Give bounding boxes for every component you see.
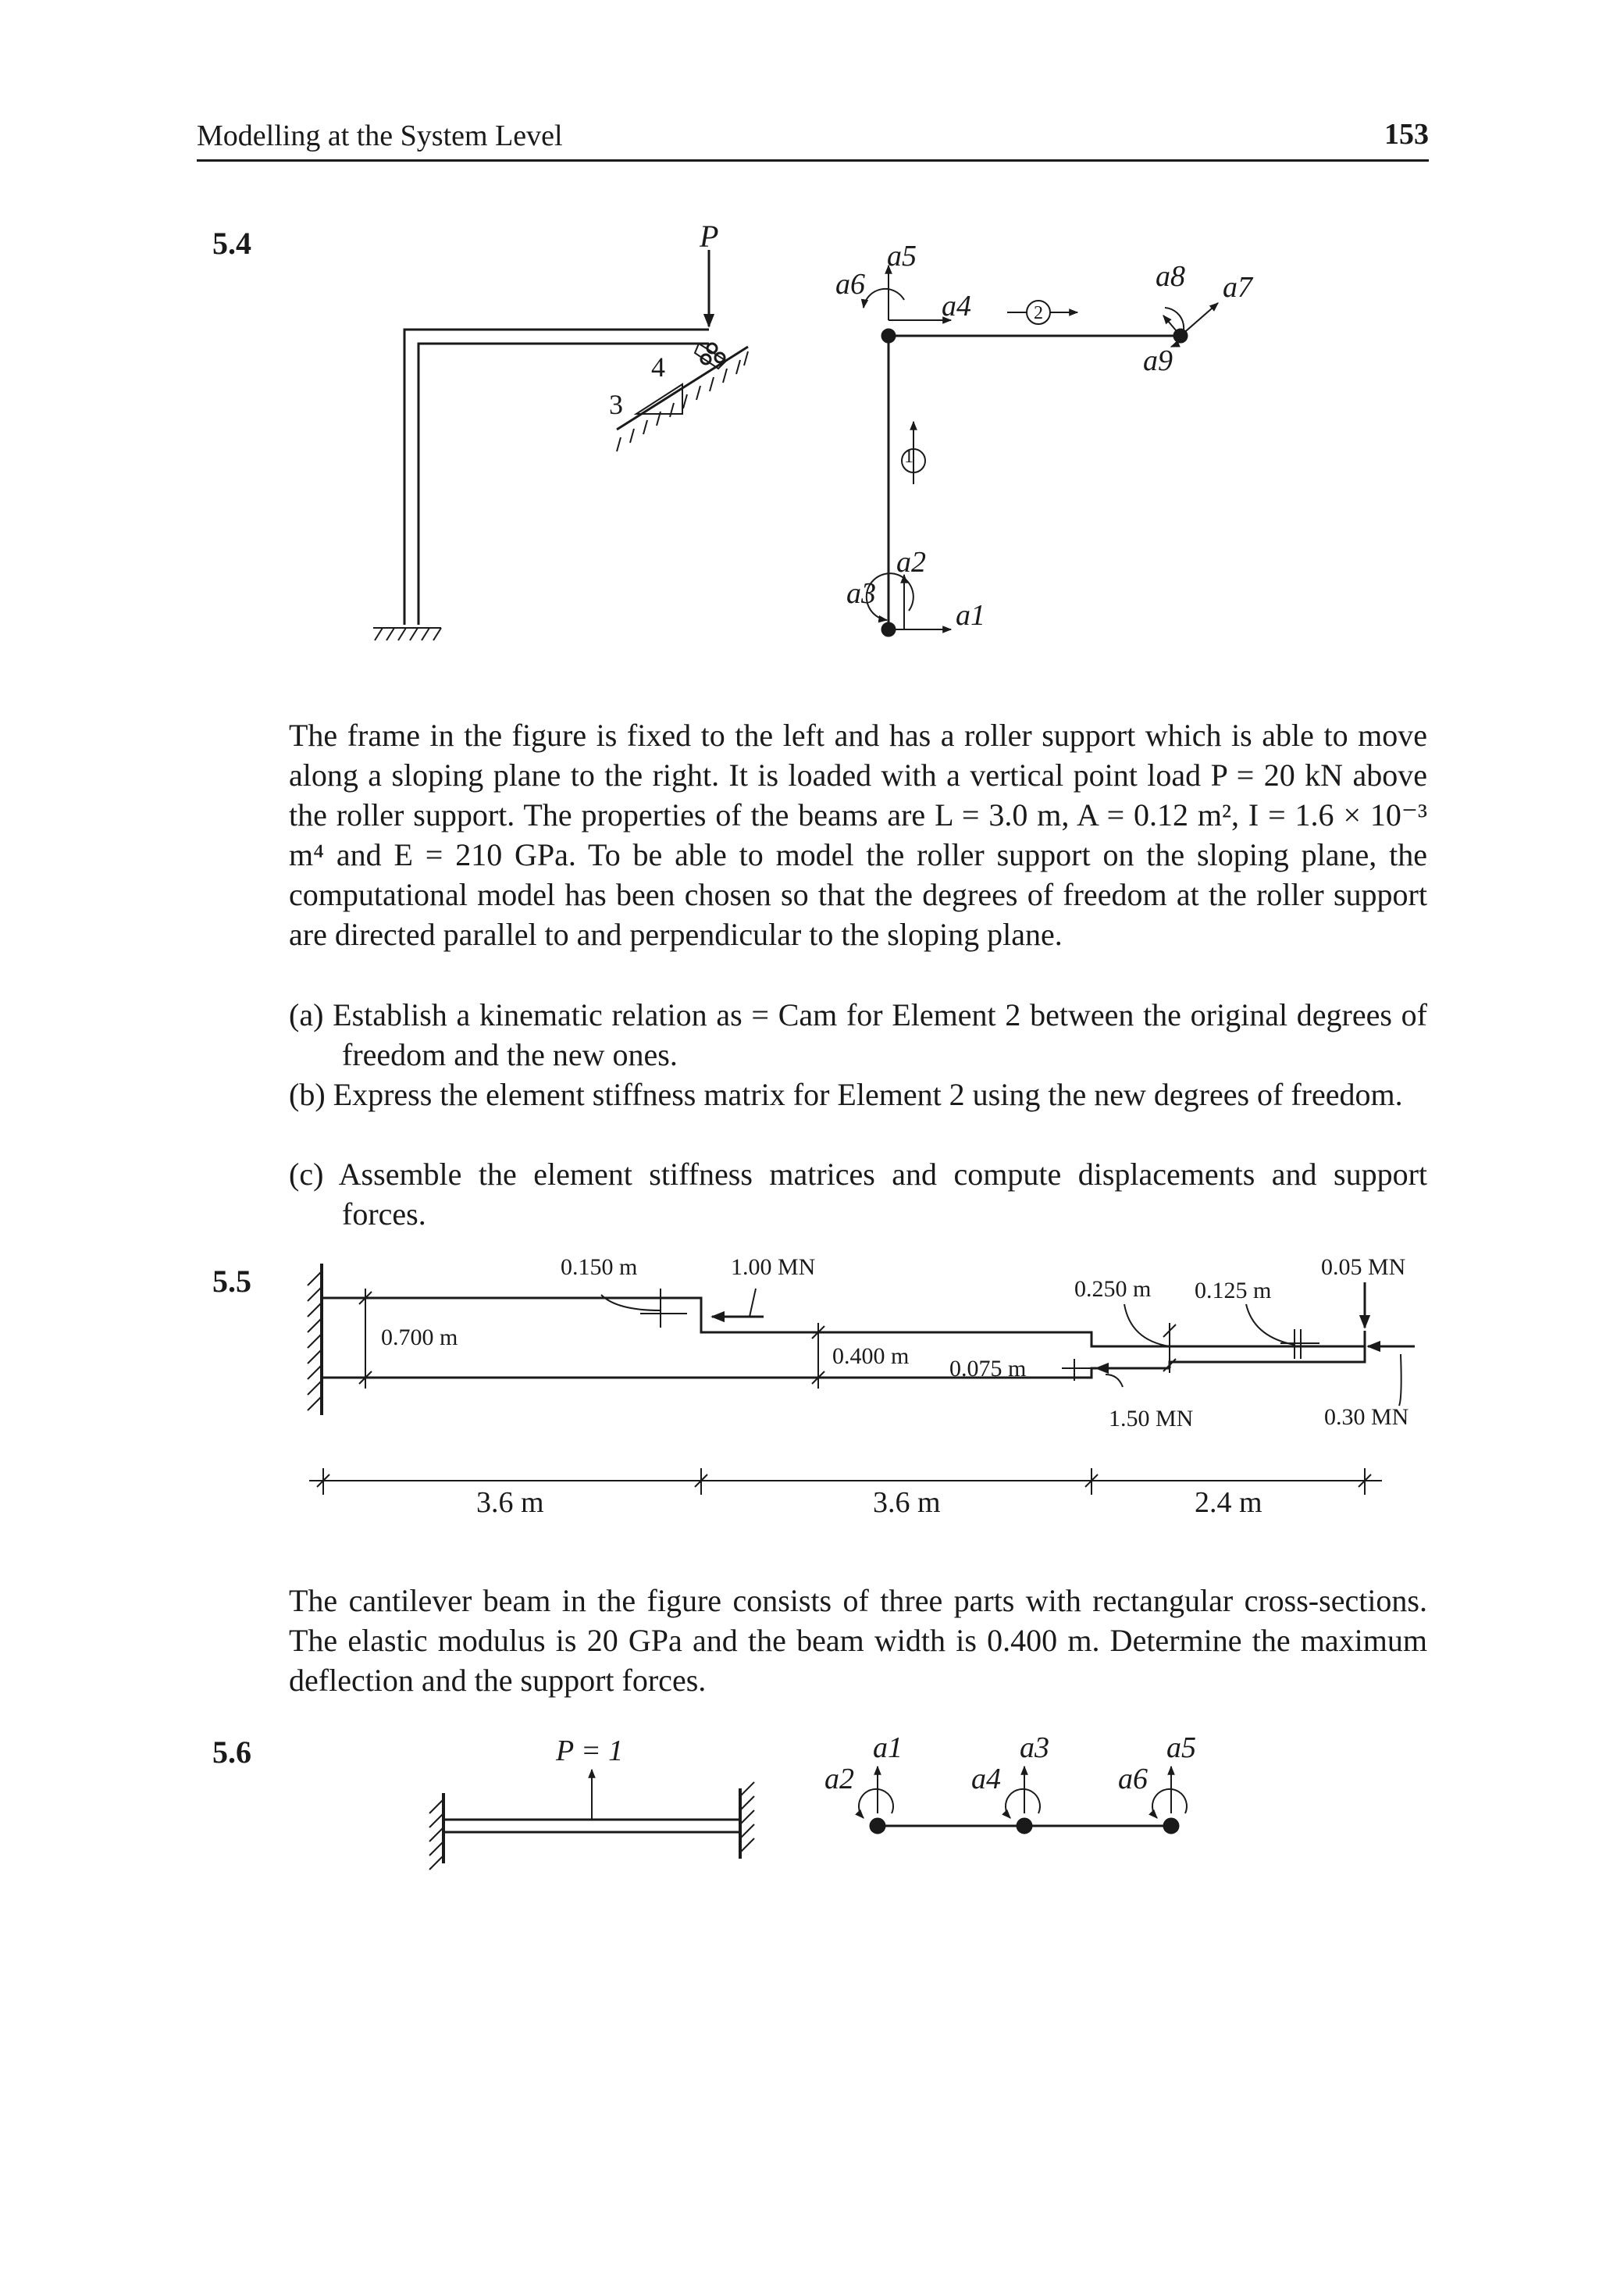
dof-a7: a7 bbox=[1223, 271, 1252, 304]
dim-0-075-m: 0.075 m bbox=[949, 1356, 1027, 1382]
item-a-tag: (a) bbox=[289, 997, 324, 1032]
dof-a6: a6 bbox=[835, 268, 865, 301]
dim-0-250-m: 0.250 m bbox=[1074, 1276, 1152, 1302]
beam-top-edge bbox=[322, 1298, 1365, 1346]
dim-0-700-m: 0.700 m bbox=[381, 1324, 458, 1350]
load-0-30-mn: 0.30 MN bbox=[1324, 1404, 1409, 1430]
beam-step-right bbox=[1170, 1331, 1365, 1368]
dof-a2: a2 bbox=[896, 546, 926, 579]
dof-a9: a9 bbox=[1143, 344, 1173, 377]
problem-5-4-item-b bbox=[289, 1075, 1427, 1114]
item-b-tag: (b) bbox=[289, 1077, 326, 1112]
dof-a4: a4 bbox=[942, 290, 971, 323]
span-1-label: 3.6 m bbox=[476, 1486, 544, 1519]
problem-5-4-intro: The frame in the figure is fixed to the left and has a roller support which is able to move along a sloping plane to the right. It is loaded with a vertical point load P = 20 kN above the roller support. The properties of the beams are L = 3.0 m, A = 0.12 m², I = 1.6 × 10⁻³ m⁴ and E = 210 GPa. To be able to model the roller support on the sloping plane, the computational model has been chosen so that the degrees of freedom at the roller support are directed parallel to and perpendicular to the sloping plane. bbox=[289, 718, 1427, 952]
problem-number-5-4: 5.4 bbox=[212, 226, 251, 261]
page-number: 153 bbox=[1384, 118, 1429, 151]
dof-a5: a5 bbox=[887, 240, 917, 273]
problem-5-4-item-a bbox=[289, 995, 1427, 1075]
dof6-a2: a2 bbox=[824, 1763, 854, 1795]
problem-number-5-6: 5.6 bbox=[212, 1734, 251, 1770]
problem-5-4-item-c bbox=[289, 1154, 1427, 1234]
slope-run-label: 4 bbox=[651, 351, 665, 383]
dof-a1: a1 bbox=[956, 599, 985, 632]
item-c-tag: (c) bbox=[289, 1157, 324, 1192]
item-b-text: Express the element stiffness matrix for Element 2 using the new degrees of freedom. bbox=[333, 1077, 1403, 1112]
dof-a8: a8 bbox=[1156, 260, 1185, 293]
wall-hatch bbox=[308, 1271, 322, 1410]
dof6-a3: a3 bbox=[1020, 1731, 1049, 1764]
dim-0-400-m: 0.400 m bbox=[832, 1343, 910, 1369]
dof6-a4: a4 bbox=[971, 1763, 1001, 1795]
fixed-beam-figure bbox=[429, 1767, 1187, 1870]
span-3-label: 2.4 m bbox=[1195, 1486, 1262, 1519]
dof-a3: a3 bbox=[846, 577, 876, 610]
beam-bottom-edge bbox=[322, 1368, 1170, 1378]
node-top-left bbox=[882, 330, 895, 342]
dof6-a6: a6 bbox=[1118, 1763, 1148, 1795]
problem-5-5-text: The cantilever beam in the figure consists of three parts with rectangular cross-sections. The elastic modulus is 20 GPa and the beam width is 0.400 m. Determine the maximum deflection and the support forces. bbox=[289, 1583, 1427, 1698]
slope-triangle bbox=[636, 384, 682, 414]
slope-rise-label: 3 bbox=[609, 389, 623, 420]
problem-number-5-5: 5.5 bbox=[212, 1264, 251, 1299]
item-c-text: Assemble the element stiffness matrices and compute displacements and support forces. bbox=[338, 1157, 1428, 1232]
frame-figure bbox=[373, 250, 748, 640]
fixed-support bbox=[373, 628, 441, 640]
element-1-label: 1 bbox=[904, 447, 913, 467]
element-2-label: 2 bbox=[1034, 303, 1043, 323]
load-1-50-mn: 1.50 MN bbox=[1109, 1406, 1194, 1431]
span-2-label: 3.6 m bbox=[873, 1486, 941, 1519]
load-p-label: P bbox=[700, 219, 719, 254]
load-0-05-mn: 0.05 MN bbox=[1321, 1254, 1406, 1280]
load-1-00-mn: 1.00 MN bbox=[731, 1254, 816, 1280]
dof6-a1: a1 bbox=[873, 1731, 903, 1764]
dim-0-125-m: 0.125 m bbox=[1195, 1278, 1272, 1303]
running-title: Modelling at the System Level bbox=[197, 119, 563, 152]
item-a-text: Establish a kinematic relation as = Cam for Element 2 between the original degrees of freedom and the new ones. bbox=[333, 997, 1428, 1072]
dof6-a5: a5 bbox=[1166, 1731, 1196, 1764]
frame-inner bbox=[418, 344, 709, 625]
unit-load-label: P = 1 bbox=[556, 1734, 624, 1767]
dim-0-150-m: 0.150 m bbox=[561, 1254, 638, 1280]
